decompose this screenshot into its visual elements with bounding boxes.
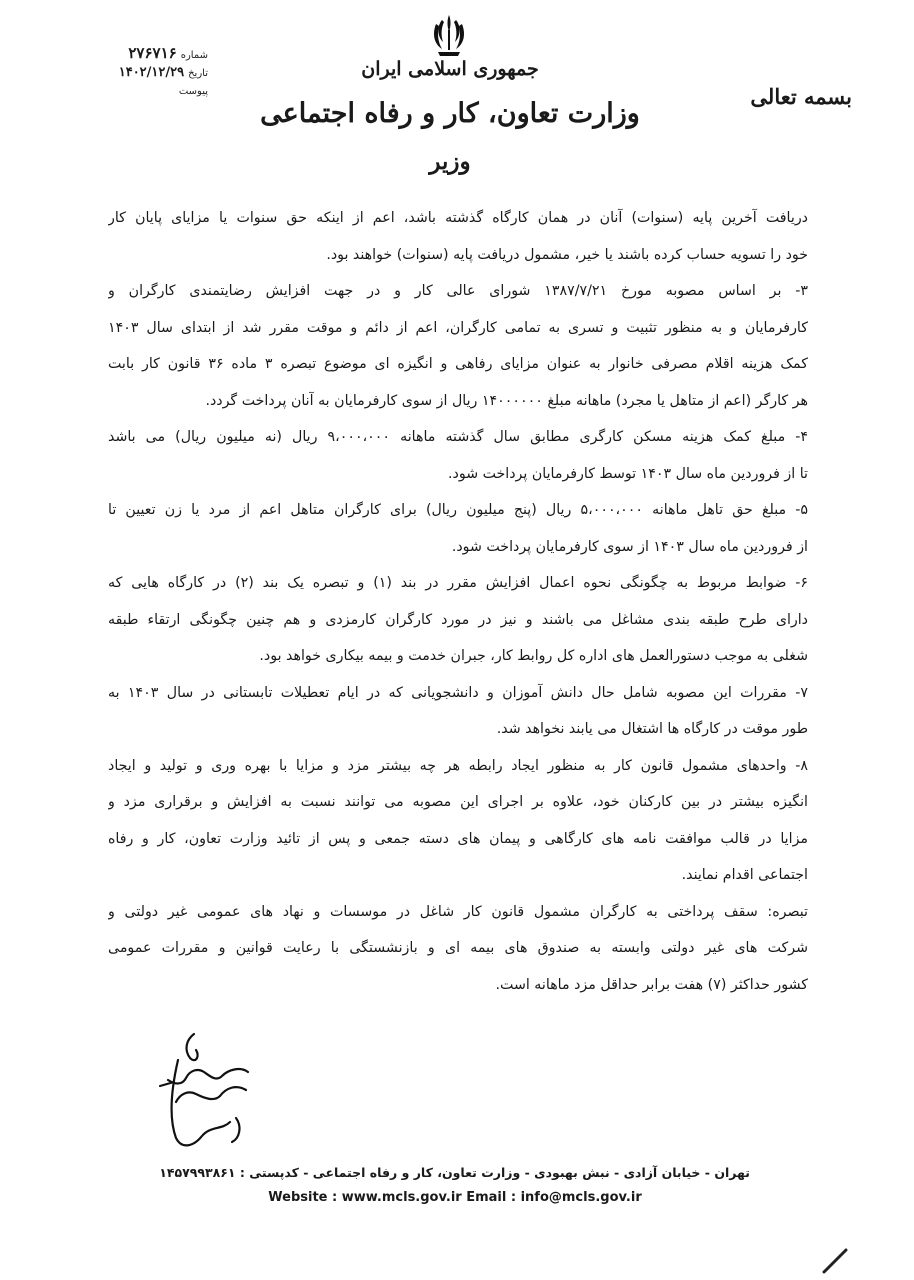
minister-title: وزیر xyxy=(429,148,471,175)
number-value: ۲۷۶۷۱۶ xyxy=(128,44,177,62)
letter-date-row xyxy=(78,65,208,86)
bismillah-heading: بسمه تعالی xyxy=(750,84,852,109)
body-line: کمک هزینه اقلام مصرفی خانوار به عنوان مزایای رفاهی و انگیزه ای موضوع تبصره ۳ ماده ۳۶ قانون کار بابت xyxy=(108,356,808,372)
body-line: ۸- واحدهای مشمول قانون کار به منظور ایجاد رابطه هر چه بیشتر مزد و مزایا با بهره وری و تولید و ایجاد xyxy=(108,757,808,774)
iran-emblem-icon xyxy=(432,12,466,60)
body-line: دارای طرح طبقه بندی مشاغل می باشند و نیز در مورد کارگران کارمزدی و هم چنین چگونگی ارتقاء طبقه xyxy=(108,611,808,628)
letter-footer xyxy=(160,1160,750,1210)
letter-meta xyxy=(78,44,208,107)
letter-body xyxy=(108,200,808,1003)
body-line: انگیزه بیشتر در بین کارکنان خود، علاوه بر اجرای این مصوبه می توانند نسبت به افزایش و برقراری مزد و xyxy=(108,794,808,810)
letter-attachment-row xyxy=(78,86,208,107)
letter-number-row xyxy=(78,44,208,65)
body-line: طور موقت در کارگاه ها اشتغال می یابند نخواهد شد. xyxy=(496,721,808,737)
body-line: کارفرمایان و به منظور تثبیت و تسری به تمامی کارگران، اعم از دائم و موقت مقرر شد از ابتدای سال ۱۴۰۳ xyxy=(108,319,808,336)
body-line: مزایا در قالب موافقت نامه های کارگاهی و پیمان های دسته جمعی و پس از تائید وزارت تعاون، کار و رفاه xyxy=(108,830,808,847)
body-line: هر کارگر (اعم از متاهل یا مجرد) ماهانه مبلغ ۱۴۰۰۰۰۰۰ ریال از سوی کارفرمایان به آنان پرداخت گردد. xyxy=(205,392,808,409)
footer-contact: Website : www.mcls.gov.ir Email : info@mcls.gov.ir xyxy=(268,1190,642,1205)
body-line: کشور حداکثر (۷) هفت برابر حداقل مزد ماهانه است. xyxy=(495,976,808,993)
body-line: اجتماعی اقدام نمایند. xyxy=(681,867,808,883)
body-line: ۵- مبلغ حق تاهل ماهانه ۵،۰۰۰،۰۰۰ ریال (پنج میلیون ریال) برای کارگران متاهل اعم از مرد یا زن تعیین تا xyxy=(108,502,808,518)
body-line: شرکت های غیر دولتی وابسته به صندوق های بیمه ای و بازنشستگی با رعایت قوانین و مقررات عمومی xyxy=(108,940,808,956)
attachment-label: پیوست xyxy=(178,86,208,97)
body-line: تا از فروردین ماه سال ۱۴۰۳ توسط کارفرمایان پرداخت شود. xyxy=(448,465,808,482)
ministry-title: وزارت تعاون، کار و رفاه اجتماعی xyxy=(260,98,640,129)
body-line: تبصره: سقف پرداختی به کارگران مشمول قانون کار شاغل در موسسات و نهاد های عمومی غیر دولتی و xyxy=(108,903,808,920)
handwritten-signature xyxy=(150,1026,260,1156)
republic-title: جمهوری اسلامی ایران xyxy=(361,58,539,80)
body-line: شغلی به موجب دستورالعمل های اداره کل روابط کار، جبران خدمت و بیمه بیکاری خواهد بود. xyxy=(259,648,808,664)
body-line: خود را تسویه حساب کرده باشند یا خیر، مشمول دریافت پایه (سنوات) خواهند بود. xyxy=(326,246,808,263)
date-value: ۱۴۰۲/۱۲/۲۹ xyxy=(118,65,185,80)
body-line: ۶- ضوابط مربوط به چگونگی نحوه اعمال افزایش مقرر در بند (۱) و تبصره یک بند (۲) در کارگاه هایی که xyxy=(108,575,808,591)
body-line: ۷- مقررات این مصوبه شامل حال دانش آموزان و دانشجویانی که در ایام تعطیلات تابستانی در سال ۱۴۰۳ به xyxy=(108,684,808,701)
number-label: شماره xyxy=(180,50,208,61)
footer-address: تهران - خیابان آزادی - نبش بهبودی - وزارت تعاون، کار و رفاه اجتماعی - کدپستی : ۱۴۵۷۹۹۳۸۶۱ xyxy=(159,1165,750,1180)
body-line: ۴- مبلغ کمک هزینه مسکن کارگری مطابق سال گذشته ماهانه ۹،۰۰۰،۰۰۰ ریال (نه میلیون ریال) می باشد xyxy=(108,429,808,445)
corner-mark-icon xyxy=(820,1246,850,1276)
body-line: دریافت آخرین پایه (سنوات) آنان در همان کارگاه گذشته باشد، اعم از اینکه حق سنوات یا مزایای پایان کار xyxy=(108,210,808,226)
body-line: از فروردین ماه سال ۱۴۰۳ از سوی کارفرمایان پرداخت شود. xyxy=(451,538,808,555)
body-line: ۳- بر اساس مصوبه مورخ ۱۳۸۷/۷/۲۱ شورای عالی کار و در جهت افزایش رضایتمندی کارگران و xyxy=(108,283,808,299)
date-label: تاریخ xyxy=(188,68,208,79)
